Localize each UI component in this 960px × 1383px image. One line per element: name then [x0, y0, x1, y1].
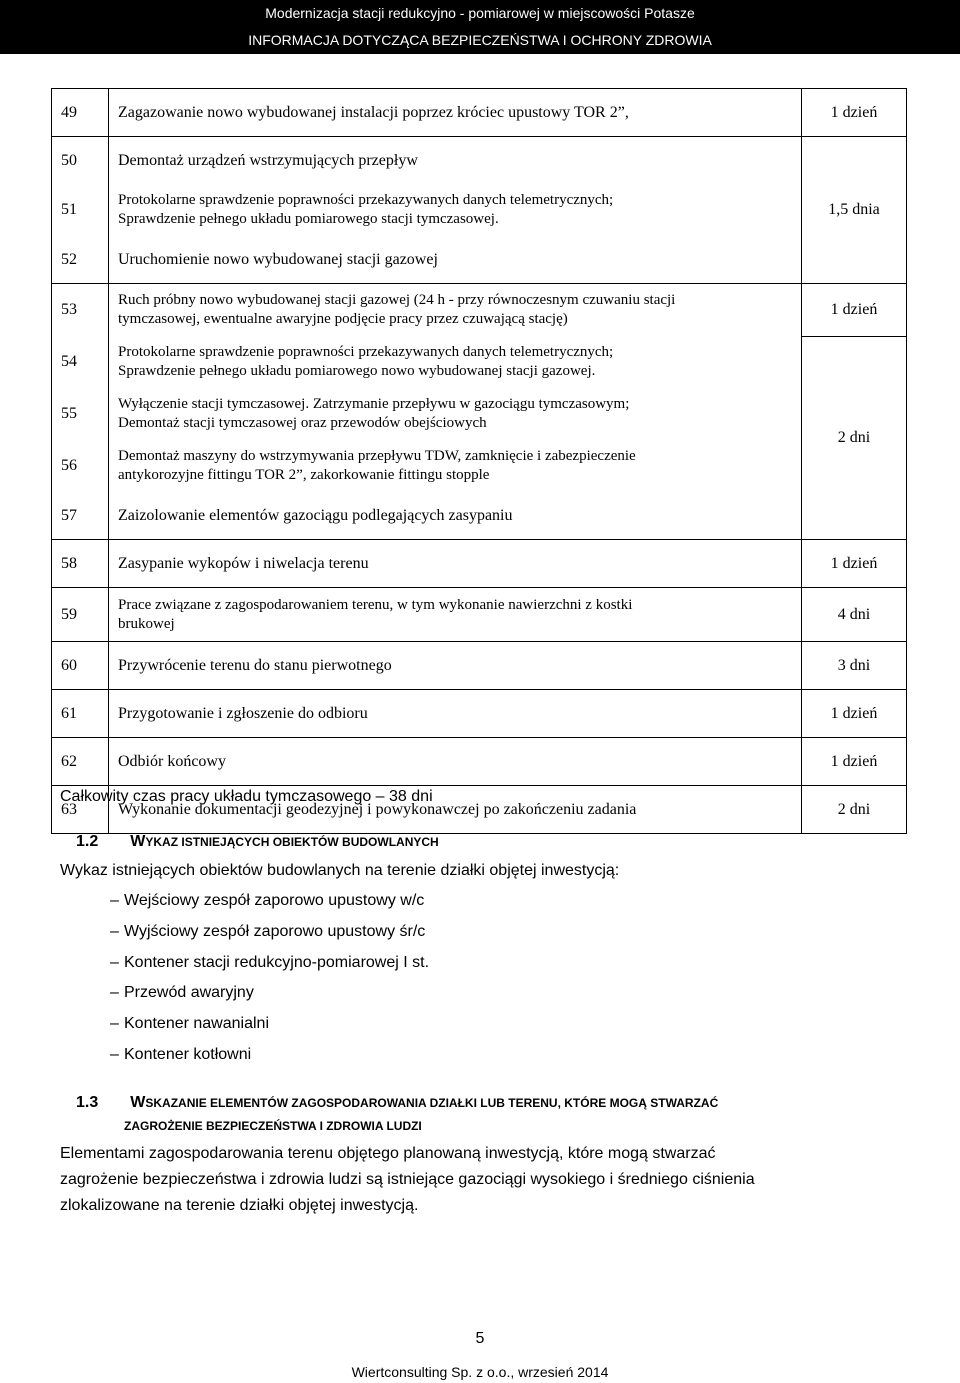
- row-duration: 4 dni: [802, 588, 907, 642]
- section-heading-1-2: [76, 833, 439, 851]
- dash-bullet: –: [110, 984, 119, 1002]
- row-duration: 3 dni: [802, 642, 907, 690]
- row-description-line: Sprawdzenie pełnego układu pomiarowego stacji tymczasowej.: [118, 211, 499, 227]
- table-row: [52, 642, 907, 690]
- dash-bullet: –: [110, 922, 119, 940]
- table-row: [52, 492, 907, 540]
- page-number: 5: [475, 1330, 485, 1347]
- row-number: 57: [52, 492, 109, 540]
- table-row: [52, 284, 907, 337]
- table-row: [52, 236, 907, 284]
- row-number: 63: [52, 786, 109, 834]
- section-title-initial: W: [130, 1094, 146, 1111]
- row-description-line: antykorozyjne fittingu TOR 2”, zakorkowanie fittingu stopple: [118, 467, 490, 483]
- row-description: Odbiór końcowy: [109, 738, 802, 786]
- section-heading-1-3-line2: [124, 1117, 422, 1135]
- row-duration: 1 dzień: [802, 284, 907, 337]
- section-number: 1.2: [76, 833, 99, 850]
- total-duration-summary: Całkowity czas pracy układu tymczasowego – 38 dni: [60, 788, 433, 805]
- paragraph-line: zagrożenie bezpieczeństwa i zdrowia ludzi są istniejące gazociągi wysokiego i średniego ciśnienia: [60, 1171, 755, 1188]
- list-item-label: Wejściowy zespół zaporowo upustowy w/c: [124, 892, 425, 909]
- row-description: Zagazowanie nowo wybudowanej instalacji poprzez króciec upustowy TOR 2”,: [109, 89, 802, 137]
- row-number: 59: [52, 588, 109, 642]
- list-item: [110, 888, 429, 919]
- row-description-line: Prace związane z zagospodarowaniem terenu, w tym wykonanie nawierzchni z kostki: [118, 596, 633, 613]
- section-title-text: ZAGROŻENIE BEZPIECZEŃSTWA I ZDROWIA LUDZI: [124, 1119, 422, 1133]
- row-description: [109, 440, 802, 492]
- list-item: [110, 1011, 429, 1042]
- section-intro: Wykaz istniejących obiektów budowlanych na terenie działki objętej inwestycją:: [60, 862, 620, 879]
- row-description: Zaizolowanie elementów gazociągu podlegających zasypaniu: [109, 492, 802, 540]
- table-row: [52, 137, 907, 185]
- row-description-line: Protokolarne sprawdzenie poprawności przekazywanych danych telemetrycznych;: [118, 192, 614, 208]
- row-description-line: Protokolarne sprawdzenie poprawności przekazywanych danych telemetrycznych;: [118, 344, 614, 360]
- paragraph-line: Elementami zagospodarowania terenu objętego planowaną inwestycją, które mogą stwarzać: [60, 1145, 716, 1162]
- paragraph-line: zlokalizowane na terenie działki objętej inwestycją.: [60, 1197, 419, 1214]
- section-number: 1.3: [76, 1094, 99, 1111]
- row-description: Przygotowanie i zgłoszenie do odbioru: [109, 690, 802, 738]
- list-item-label: Kontener stacji redukcyjno-pomiarowej I st.: [124, 953, 430, 971]
- row-number: 62: [52, 738, 109, 786]
- section-title-text: SKAZANIE ELEMENTÓW ZAGOSPODAROWANIA DZIAŁKI LUB TERENU, KTÓRE MOGĄ STWARZAĆ: [145, 1096, 719, 1110]
- dash-bullet: –: [110, 953, 119, 971]
- row-description: Demontaż urządzeń wstrzymujących przepływ: [109, 137, 802, 185]
- list-item: [110, 1042, 429, 1073]
- row-duration: 2 dni: [802, 786, 907, 834]
- row-description: Przywrócenie terenu do stanu pierwotnego: [109, 642, 802, 690]
- section-title-initial: W: [130, 833, 146, 850]
- list-item-label: Kontener nawanialni: [124, 1015, 269, 1033]
- table-row: [52, 89, 907, 137]
- row-number: 49: [52, 89, 109, 137]
- section-title-text: YKAZ ISTNIEJĄCYCH OBIEKTÓW BUDOWLANYCH: [145, 835, 439, 849]
- row-description-line: Demontaż stacji tymczasowej oraz przewodów obejściowych: [118, 415, 487, 431]
- list-item-label: Kontener kotłowni: [124, 1045, 252, 1063]
- dash-bullet: –: [110, 1015, 119, 1033]
- row-description: [109, 284, 802, 337]
- table-row: [52, 588, 907, 642]
- row-description: [109, 388, 802, 440]
- row-description: Uruchomienie nowo wybudowanej stacji gazowej: [109, 236, 802, 284]
- table-row: [52, 184, 907, 236]
- row-duration: 1 dzień: [802, 89, 907, 137]
- row-description-line: Wyłączenie stacji tymczasowej. Zatrzymanie przepływu w gazociągu tymczasowym;: [118, 396, 630, 412]
- row-description: Zasypanie wykopów i niwelacja terenu: [109, 540, 802, 588]
- table-row: [52, 336, 907, 388]
- dash-bullet: –: [110, 892, 119, 909]
- row-number: 56: [52, 440, 109, 492]
- row-description-line: brukowej: [118, 615, 175, 632]
- row-number: 54: [52, 336, 109, 388]
- list-item: [110, 919, 429, 950]
- row-number: 55: [52, 388, 109, 440]
- row-number: 51: [52, 184, 109, 236]
- section-heading-1-3: [76, 1094, 718, 1112]
- row-description-line: Sprawdzenie pełnego układu pomiarowego nowo wybudowanej stacji gazowej.: [118, 363, 596, 379]
- table-row: [52, 540, 907, 588]
- table-row: [52, 738, 907, 786]
- row-description-line: Demontaż maszyny do wstrzymywania przepływu TDW, zamknięcie i zabezpieczenie: [118, 448, 636, 464]
- row-duration: 1,5 dnia: [802, 137, 907, 284]
- row-number: 61: [52, 690, 109, 738]
- row-number: 58: [52, 540, 109, 588]
- row-duration: 1 dzień: [802, 690, 907, 738]
- row-duration: 2 dni: [802, 336, 907, 540]
- footer-company: Wiertconsulting Sp. z o.o., wrzesień 2014: [351, 1364, 609, 1380]
- table-row: [52, 388, 907, 440]
- header-project-title: Modernizacja stacji redukcyjno - pomiarowej w miejscowości Potasze: [0, 0, 960, 27]
- row-number: 60: [52, 642, 109, 690]
- row-number: 52: [52, 236, 109, 284]
- row-number: 53: [52, 284, 109, 337]
- list-item: [110, 950, 429, 981]
- row-duration: 1 dzień: [802, 540, 907, 588]
- row-description: [109, 336, 802, 388]
- row-description-line: Ruch próbny nowo wybudowanej stacji gazowej (24 h - przy równoczesnym czuwaniu stacji: [118, 292, 676, 308]
- table-row: [52, 440, 907, 492]
- schedule-table: [51, 88, 907, 834]
- list-item-label: Wyjściowy zespół zaporowo upustowy śr/c: [124, 922, 426, 940]
- row-number: 50: [52, 137, 109, 185]
- section-paragraph: [60, 1141, 755, 1219]
- row-description: [109, 184, 802, 236]
- list-item-label: Przewód awaryjny: [124, 984, 254, 1002]
- row-description: Wykonanie dokumentacji geodezyjnej i powykonawczej po zakończeniu zadania: [109, 786, 802, 834]
- dash-bullet: –: [110, 1045, 119, 1063]
- row-description: [109, 588, 802, 642]
- existing-objects-list: [110, 888, 429, 1073]
- list-item: [110, 980, 429, 1011]
- row-duration: 1 dzień: [802, 738, 907, 786]
- table-row: [52, 690, 907, 738]
- header-document-title: INFORMACJA DOTYCZĄCA BEZPIECZEŃSTWA I OCHRONY ZDROWIA: [0, 27, 960, 54]
- row-description-line: tymczasowej, ewentualne awaryjne podjęcie pracy przez czuwającą stację): [118, 311, 568, 327]
